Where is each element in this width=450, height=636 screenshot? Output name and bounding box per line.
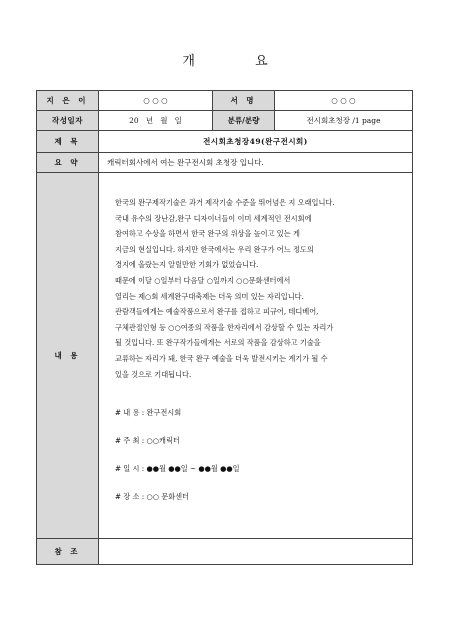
page-title: 개 요 [182,54,296,69]
detail-item-date: # 일 시 : ●●월 ●●일 ~ ●●월 ●●일 [115,464,240,474]
date-value: 20 년 월 일 [99,111,213,131]
content-line: 있을 것으로 기대됩니다. [115,369,192,379]
category-label: 분류/분량 [213,111,275,131]
author-value: ○ ○ ○ [99,91,213,111]
content-line: 참여하고 수상을 하면서 한국 완구의 위상을 높이고 있는 게 [115,229,300,239]
content-line: 때문에 이달 ○일부터 다음달 ○일까지 ○○문화센터에서 [115,275,291,285]
content-line: 지금의 현실입니다. 하지만 한국에서는 우리 완구가 어느 정도의 [115,244,314,254]
overview-form-table [36,90,413,565]
detail-item-host: # 주 최 : ○○캐릭터 [115,436,180,446]
content-label: 내 용 [37,173,99,539]
author-label: 지 은 이 [37,91,99,111]
summary-label: 요 약 [37,153,99,173]
author-row [37,91,413,111]
content-line: 교류하는 자리가 돼, 한국 완구 예술을 더욱 발전시키는 계기가 될 수 [115,353,328,363]
content-body [99,173,413,539]
content-line: 열리는 제○회 세계완구대축제는 더욱 의미 있는 자리입니다. [115,291,304,301]
content-line: 한국의 완구제작기술은 과거 제작기술 수준을 뛰어넘은 지 오래입니다. [115,198,335,207]
content-line: 관람객들에게는 예술작품으로서 완구를 접하고 피규어, 테디베어, [115,307,319,317]
detail-item-place: # 장 소 : ○○ 문화센터 [115,492,190,502]
reference-row [37,539,413,565]
content-line: 국내 유수의 장난감,완구 디자이너들이 이미 세계적인 전시회에 [115,213,312,223]
signature-value: ○ ○ ○ [275,91,413,111]
signature-label: 서 명 [213,91,275,111]
subject-label: 제 목 [37,131,99,153]
reference-label: 참 조 [37,539,99,565]
category-value: 전시회초청장 /1 page [275,111,413,131]
detail-item-content: # 내 용 : 완구전시회 [115,408,182,418]
content-line: 구체관절인형 등 ○○여종의 작품을 한자리에서 감상할 수 있는 자리가 [115,322,334,332]
date-label: 작성일자 [37,111,99,131]
content-line: 경지에 올랐는지 알릴만한 기회가 없었습니다. [115,260,259,270]
date-row [37,111,413,131]
summary-value: 캐릭터회사에서 여는 완구전시회 초청장 입니다. [99,153,413,173]
subject-row [37,131,413,153]
content-row [37,173,413,539]
subject-value: 전시회초청장49(완구전시회) [99,131,413,153]
summary-row [37,153,413,173]
content-line: 될 것입니다. 또 완구작가들에게는 서로의 작품을 감상하고 기술을 [115,338,321,348]
reference-value [99,539,413,565]
content-paragraph [115,195,400,382]
